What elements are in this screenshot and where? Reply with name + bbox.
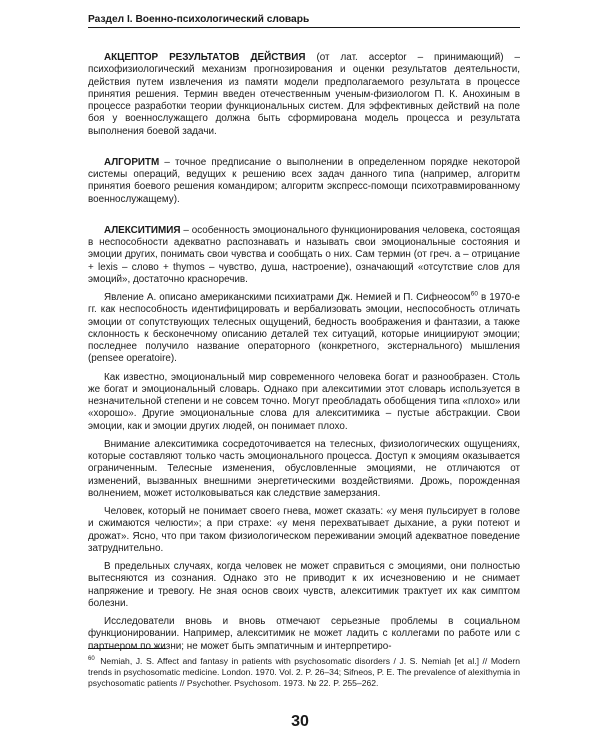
entry-paragraph [88,225,520,286]
entry-paragraph: Исследователи вновь и вновь отмечают серьезные проблемы в социальном функционировании. Например, алекситимик не может ладить с коллегами по работе или с партнером по жизни; не может быть эмпатичным и интерпретиро- [88,616,520,652]
dictionary-entry-alexithymia [88,225,520,653]
entry-term: АКЦЕПТОР РЕЗУЛЬТАТОВ ДЕЙСТВИЯ [104,52,306,63]
footnote-mark: 60 [88,656,95,662]
entry-paragraph: Внимание алекситимика сосредоточивается на телесных, физиологических ощущениях, которые составляют только часть эмоционального процесса. Доступ к эмоциям оказывается ограниченным. Телесные изменения, обусловленные эмоциями, не отличаются от изменений, вызванных внешними энергетическими воздействиями. Дрожь, порожденная волнением, может истолковываться как следствие замерзания. [88,438,520,499]
section-title: Раздел I. Военно-психологический словарь [88,14,310,25]
entry-paragraph [88,157,520,206]
running-header [88,14,520,28]
dictionary-entry-acceptor [88,52,520,138]
footnote-text: Nemiah, J. S. Affect and fantasy in patients with psychosomatic disorders / J. S. Nemiah [et al.] // Modern trends in psychosomatic medicine. London. 1970. Vol. 2. P. 26–34; Sifneos, P. E. The prevalence of alexithymia in psychosomatic patients // Psychother. Psychosom. 1973. № 22. P. 255–262. [88,655,520,688]
entry-paragraph: Человек, который не понимает своего гнева, может сказать: «у меня пульсирует в голове и сжимаются челюсти»; а при страхе: «у меня перехватывает дыхание, а руки потеют и дрожат». Ясно, что при таком физиологическом переживании эмоций адекватное поведение затруднительно. [88,506,520,554]
footnote-divider [88,648,166,649]
entry-paragraph [88,52,520,138]
entry-paragraph: Как известно, эмоциональный мир современного человека богат и разнообразен. Столь же богат и эмоциональный словарь. Однако при алекситимии этот словарь используется в незначительной степени и не совсем точно. Могут преобладать обобщения типа «плохо» или «хорошо». Другие эмоциональные слова для алекситимика – пустые абстракции. Свои эмоции, как и эмоции других людей, он понимает плохо. [88,371,520,432]
paragraph-text: Явление А. описано американскими психиатрами Дж. Немией и П. Сифнеосом [104,292,471,303]
entry-definition: (от лат. acceptor – принимающий) – психофизиологический механизм прогнозирования и оценки результатов деятельности, действия путем извлечения из памяти модели предполагаемого результата в процессе принятия решения. Термин введен отечественным ученым-физиологом П. К. Анохиным в процессе разработки теории функциональных систем. Для эффективных действий на поле боя у военнослужащего должна быть сформирована модель процесса и результата выполнения боевой задачи. [88,52,520,137]
footnote-reference[interactable]: 60 [470,290,478,298]
page-body [88,52,520,672]
entry-paragraph: В предельных случаях, когда человек не может справиться с эмоциями, они полностью вытесняются из сознания. Однако это не приводит к их исчезновению и не снимает напряжение и тревогу. Не зная основ своих чувств, алекситимик трактует их как симптом болезни. [88,561,520,609]
entry-definition: – особенность эмоционального функционирования человека, состоящая в неспособности адекватно распознавать и называть свои эмоциональные состояния и эмоции других, понимать свои чувства и сообщать о них. Сам термин (от греч. а – отрицание + lexis – слово + thymos – чувство, душа, настроение), означающий «отсутствие слов для эмоций», достаточно красноречив. [88,224,520,285]
entry-paragraph [88,292,520,366]
entry-definition: – точное предписание о выполнении в определенном порядке некоторой системы операций, ведущих к решению всех задач данного типа (например, алгоритм принятия боевого решения командиром; алгоритм экспресс-помощи психотравмированному военнослужащему). [88,156,520,205]
paragraph-text: в 1970-е гг. как неспособность идентифицировать и вербализовать эмоции, неспособность отличать эмоции от сопутствующих телесных ощущений, бедность воображения и фантазии, а также склонность к бесконечному описанию деталей тех ситуаций, которые инициируют эмоции; последнее получило название операторного (конкретного, экстернального) мышления (pensee operatoire). [88,292,520,365]
entry-term: АЛЕКСИТИМИЯ [104,224,181,236]
dictionary-entry-algorithm [88,157,520,206]
footnote [88,654,520,689]
entry-term: АЛГОРИТМ [104,156,160,168]
page-number: 30 [291,713,309,730]
